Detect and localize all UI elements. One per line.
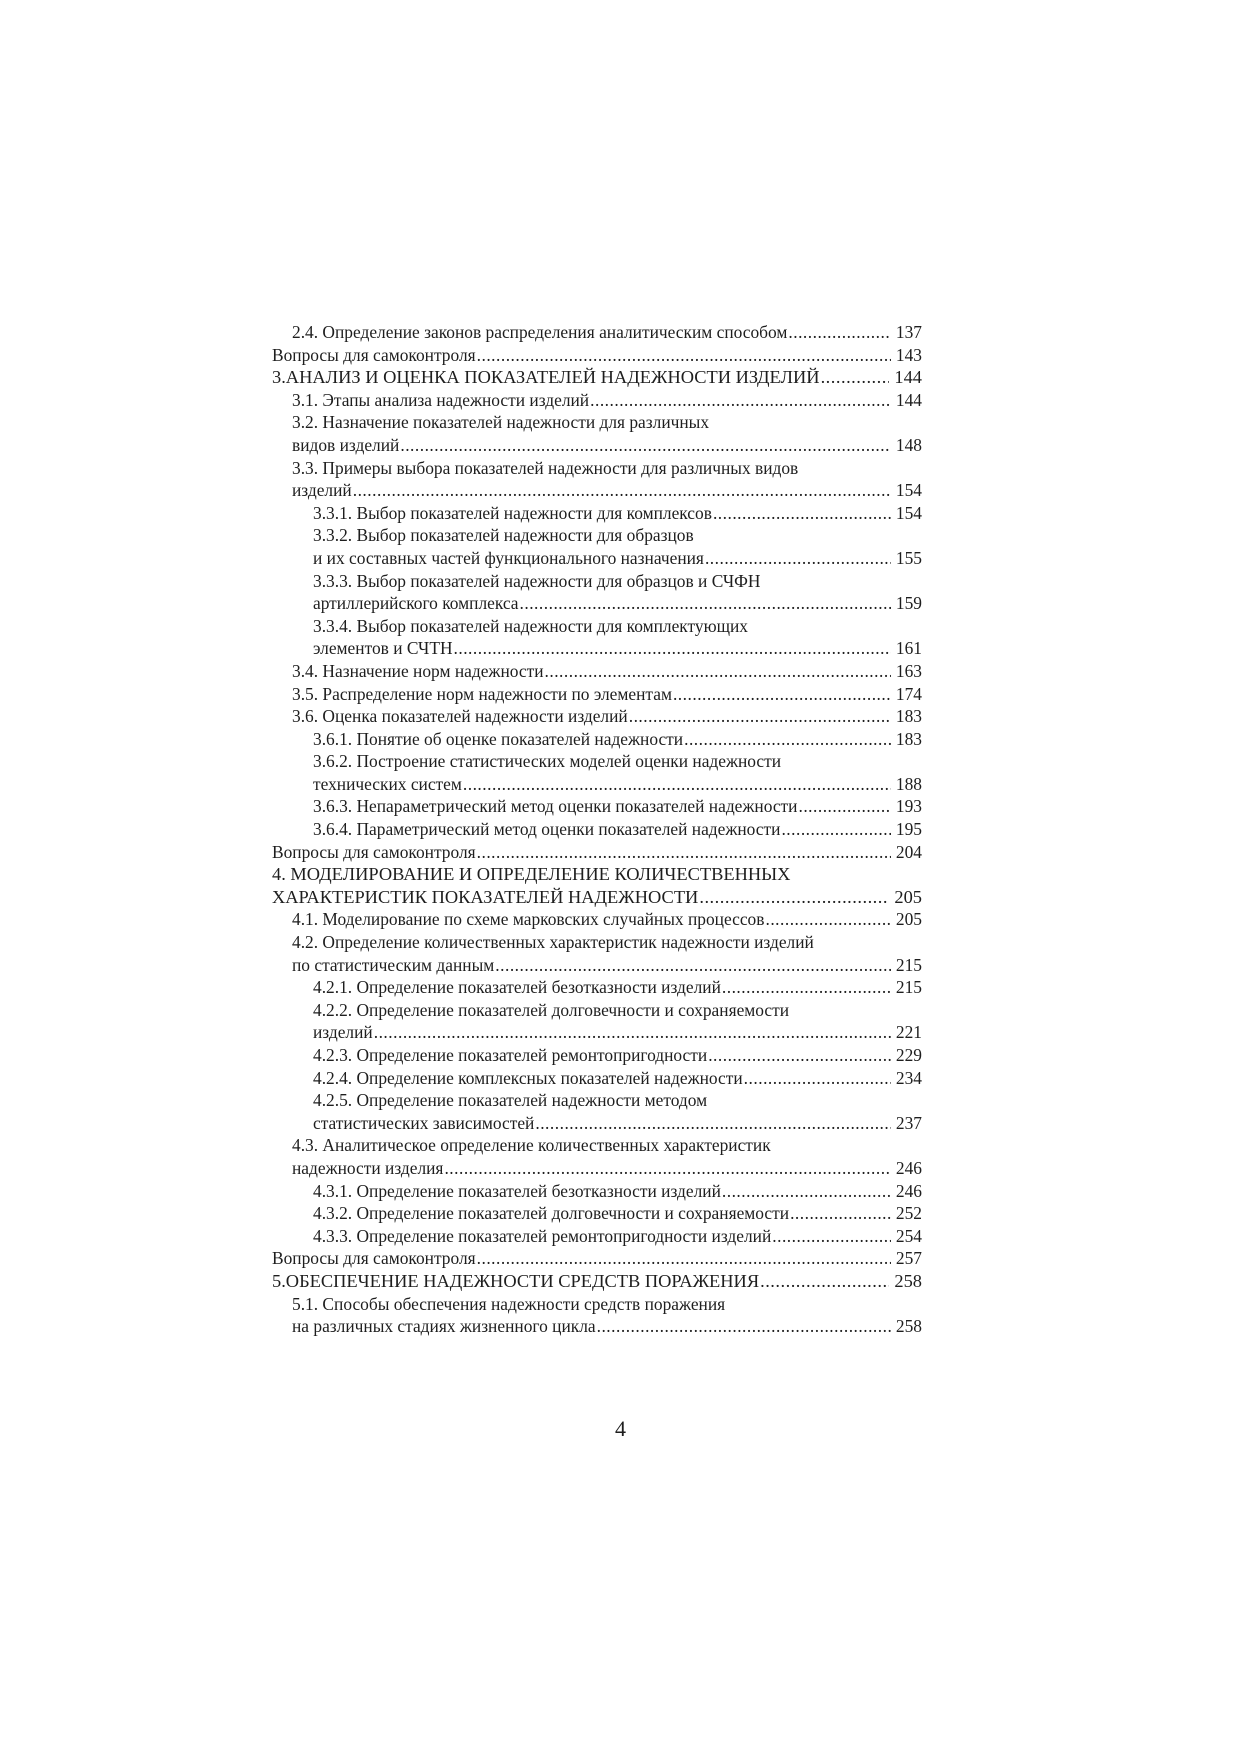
toc-entry-title: Вопросы для самоконтроля — [272, 1248, 476, 1269]
toc-page-number: 246 — [895, 1157, 922, 1178]
toc-entry-title: 4. МОДЕЛИРОВАНИЕ И ОПРЕДЕЛЕНИЕ КОЛИЧЕСТВЕННЫХ — [272, 864, 791, 885]
toc-entry-title: 3.6. Оценка показателей надежности изделий — [292, 706, 628, 727]
toc-page-number: 183 — [895, 728, 922, 749]
toc-dot-leader — [699, 886, 889, 909]
toc-entry-title-cont: и их составных частей функционального назначения — [313, 547, 704, 568]
toc-entry — [272, 524, 922, 569]
toc-entry — [272, 570, 922, 615]
toc-entry-title: 4.3.3. Определение показателей ремонтопригодности изделий — [313, 1225, 772, 1246]
toc-dot-leader — [463, 773, 891, 796]
toc-entry — [272, 411, 922, 456]
toc-entry — [272, 389, 922, 412]
toc-entry-title: 4.3.2. Определение показателей долговечности и сохраняемости — [313, 1203, 790, 1224]
toc-entry-title-cont: на различных стадиях жизненного цикла — [292, 1316, 596, 1337]
toc-entry-title: 5.ОБЕСПЕЧЕНИЕ НАДЕЖНОСТИ СРЕДСТВ ПОРАЖЕНИЯ — [272, 1270, 760, 1291]
toc-page-number: 234 — [895, 1067, 922, 1088]
toc-page-number: 144 — [894, 367, 922, 388]
toc-entry — [272, 999, 922, 1044]
toc-entry — [272, 1293, 922, 1338]
toc-entry-title: 3.АНАЛИЗ И ОЦЕНКА ПОКАЗАТЕЛЕЙ НАДЕЖНОСТИ ИЗДЕЛИЙ — [272, 367, 820, 388]
toc-page-number: 215 — [895, 977, 922, 998]
toc-page-number: 252 — [895, 1203, 922, 1224]
toc-dot-leader — [444, 1157, 890, 1180]
toc-dot-leader — [353, 479, 891, 502]
toc-dot-leader — [760, 1270, 889, 1293]
toc-entry-title-cont: по статистическим данным — [292, 954, 495, 975]
toc-entry-title: 4.3.1. Определение показателей безотказности изделий — [313, 1180, 721, 1201]
toc-entry-title: 4.2.3. Определение показателей ремонтопригодности — [313, 1045, 708, 1065]
toc-entry-title: 4.2.2. Определение показателей долговечности и сохраняемости — [313, 999, 790, 1020]
toc-entry — [272, 1089, 922, 1134]
toc-entry-title: 3.3.1. Выбор показателей надежности для комплексов — [313, 502, 712, 523]
toc-dot-leader — [772, 1225, 891, 1248]
toc-page-number: 215 — [895, 954, 922, 975]
toc-dot-leader — [520, 592, 891, 615]
toc-dot-leader — [477, 841, 891, 864]
toc-entry-title: 3.5. Распределение норм надежности по элементам — [292, 683, 672, 704]
toc-entry — [272, 1180, 922, 1203]
toc-entry-title: 4.1. Моделирование по схеме марковских случайных процессов — [292, 909, 765, 930]
toc-entry — [272, 502, 922, 525]
toc-dot-leader — [590, 389, 891, 412]
toc-entry — [272, 1225, 922, 1248]
toc-entry-title: 4.2.1. Определение показателей безотказности изделий — [313, 977, 721, 998]
toc-dot-leader — [722, 976, 891, 999]
toc-chapter-heading — [272, 863, 922, 908]
toc-entry-title: 3.2. Назначение показателей надежности для различных — [292, 412, 710, 433]
toc-entry-title: 5.1. Способы обеспечения надежности средств поражения — [292, 1293, 726, 1314]
toc-entry — [272, 1247, 922, 1270]
toc-dot-leader — [477, 1247, 891, 1270]
toc-dot-leader — [454, 637, 891, 660]
toc-entry-title: 4.3. Аналитическое определение количественных характеристик — [292, 1135, 771, 1156]
toc-entry-title-cont: элементов и СЧТН — [313, 638, 453, 659]
toc-page-number: 183 — [895, 706, 922, 727]
toc-page-number: 193 — [895, 796, 922, 817]
toc-dot-leader — [374, 1021, 891, 1044]
toc-dot-leader — [744, 1067, 891, 1090]
toc-entry — [272, 841, 922, 864]
toc-page-number: 205 — [895, 909, 922, 930]
toc-page-number: 204 — [895, 841, 922, 862]
toc-entry-title: Вопросы для самоконтроля — [272, 841, 476, 862]
toc-dot-leader — [400, 434, 891, 457]
toc-dot-leader — [629, 705, 891, 728]
toc-entry — [272, 750, 922, 795]
toc-dot-leader — [821, 366, 890, 389]
toc-entry-title: Вопросы для самоконтроля — [272, 344, 476, 365]
toc-entry — [272, 795, 922, 818]
toc-page-number: 237 — [895, 1112, 922, 1133]
toc-entry — [272, 321, 922, 344]
toc-dot-leader — [535, 1112, 891, 1135]
toc-page-number: 143 — [895, 344, 922, 365]
toc-entry-title-cont: ХАРАКТЕРИСТИК ПОКАЗАТЕЛЕЙ НАДЕЖНОСТИ — [272, 886, 699, 907]
toc-dot-leader — [765, 908, 890, 931]
toc-page-number: 174 — [895, 683, 922, 704]
toc-entry-title: 3.3.2. Выбор показателей надежности для образцов — [313, 525, 694, 546]
toc-dot-leader — [705, 547, 891, 570]
toc-dot-leader — [673, 683, 891, 706]
toc-entry — [272, 1202, 922, 1225]
toc-entry-title: 3.6.1. Понятие об оценке показателей надежности — [313, 728, 684, 749]
toc-page-number: 258 — [895, 1316, 922, 1337]
toc-page-number: 258 — [894, 1270, 922, 1291]
toc-entry — [272, 1134, 922, 1179]
toc-entry-title: 4.2.4. Определение комплексных показателей надежности — [313, 1067, 743, 1088]
toc-page-number: 155 — [895, 547, 922, 568]
toc-page-number: 137 — [895, 322, 922, 342]
toc-page-number: 205 — [894, 886, 922, 907]
toc-dot-leader — [684, 728, 891, 751]
toc-page-number: 161 — [895, 638, 922, 659]
toc-dot-leader — [722, 1180, 891, 1203]
toc-page-number: 254 — [895, 1225, 922, 1246]
toc-entry — [272, 615, 922, 660]
toc-entry-title-cont: надежности изделия — [292, 1157, 444, 1178]
toc-entry — [272, 728, 922, 751]
toc-entry-title: 2.4. Определение законов распределения аналитическим способом — [292, 322, 788, 342]
page-number: 4 — [615, 1416, 626, 1441]
toc-page-number: 154 — [895, 480, 922, 501]
toc-entry — [272, 705, 922, 728]
toc-entry — [272, 457, 922, 502]
toc-entry-title-cont: видов изделий — [292, 434, 400, 455]
toc-entry-title-cont: изделий — [313, 1022, 373, 1043]
toc-dot-leader — [788, 321, 891, 344]
toc-entry — [272, 660, 922, 683]
toc-entry-title: 3.6.3. Непараметрический метод оценки показателей надежности — [313, 796, 798, 817]
toc-entry-title: 4.2.5. Определение показателей надежности методом — [313, 1090, 708, 1111]
toc-page-number: 195 — [895, 819, 922, 840]
toc-entry-title: 3.3.3. Выбор показателей надежности для образцов и СЧФН — [313, 570, 761, 591]
toc-page-number: 154 — [895, 502, 922, 523]
toc-entry-title: 3.3. Примеры выбора показателей надежности для различных видов — [292, 457, 799, 478]
toc-entry — [272, 344, 922, 367]
toc-entry-title-cont: технических систем — [313, 773, 462, 794]
toc-dot-leader — [708, 1044, 891, 1067]
toc-dot-leader — [477, 344, 891, 367]
toc-entry — [272, 1067, 922, 1090]
toc-chapter-heading — [272, 1270, 922, 1293]
toc-entry-title: 4.2. Определение количественных характеристик надежности изделий — [292, 932, 814, 953]
toc-page-number: 246 — [895, 1180, 922, 1201]
toc-entry — [272, 908, 922, 931]
toc-entry — [272, 683, 922, 706]
toc-page-number: 148 — [895, 434, 922, 455]
toc-page-number: 144 — [895, 389, 922, 410]
table-of-contents — [272, 321, 922, 1338]
toc-entry-title: 3.6.2. Построение статистических моделей оценки надежности — [313, 751, 782, 772]
toc-entry-title-cont: изделий — [292, 480, 352, 501]
toc-dot-leader — [713, 502, 891, 525]
toc-page-number: 229 — [895, 1045, 922, 1065]
toc-entry — [272, 818, 922, 841]
toc-entry-title-cont: артиллерийского комплекса — [313, 593, 519, 614]
toc-chapter-heading — [272, 366, 922, 389]
toc-entry-title: 3.3.4. Выбор показателей надежности для комплектующих — [313, 615, 748, 636]
toc-dot-leader — [790, 1202, 891, 1225]
toc-page-number: 221 — [895, 1022, 922, 1043]
toc-dot-leader — [495, 954, 891, 977]
toc-entry-title: 3.4. Назначение норм надежности — [292, 660, 544, 681]
toc-entry-title: 3.6.4. Параметрический метод оценки показателей надежности — [313, 819, 781, 840]
toc-dot-leader — [781, 818, 890, 841]
toc-dot-leader — [597, 1315, 891, 1338]
toc-page-number: 257 — [895, 1248, 922, 1269]
toc-entry-title: 3.1. Этапы анализа надежности изделий — [292, 389, 590, 410]
toc-page-number: 159 — [895, 593, 922, 614]
toc-page-number: 163 — [895, 660, 922, 681]
toc-dot-leader — [798, 795, 890, 818]
toc-entry — [272, 976, 922, 999]
toc-dot-leader — [545, 660, 891, 683]
toc-page-number: 188 — [895, 773, 922, 794]
toc-entry — [272, 931, 922, 976]
toc-entry — [272, 1044, 922, 1067]
toc-entry-title-cont: статистических зависимостей — [313, 1112, 535, 1133]
